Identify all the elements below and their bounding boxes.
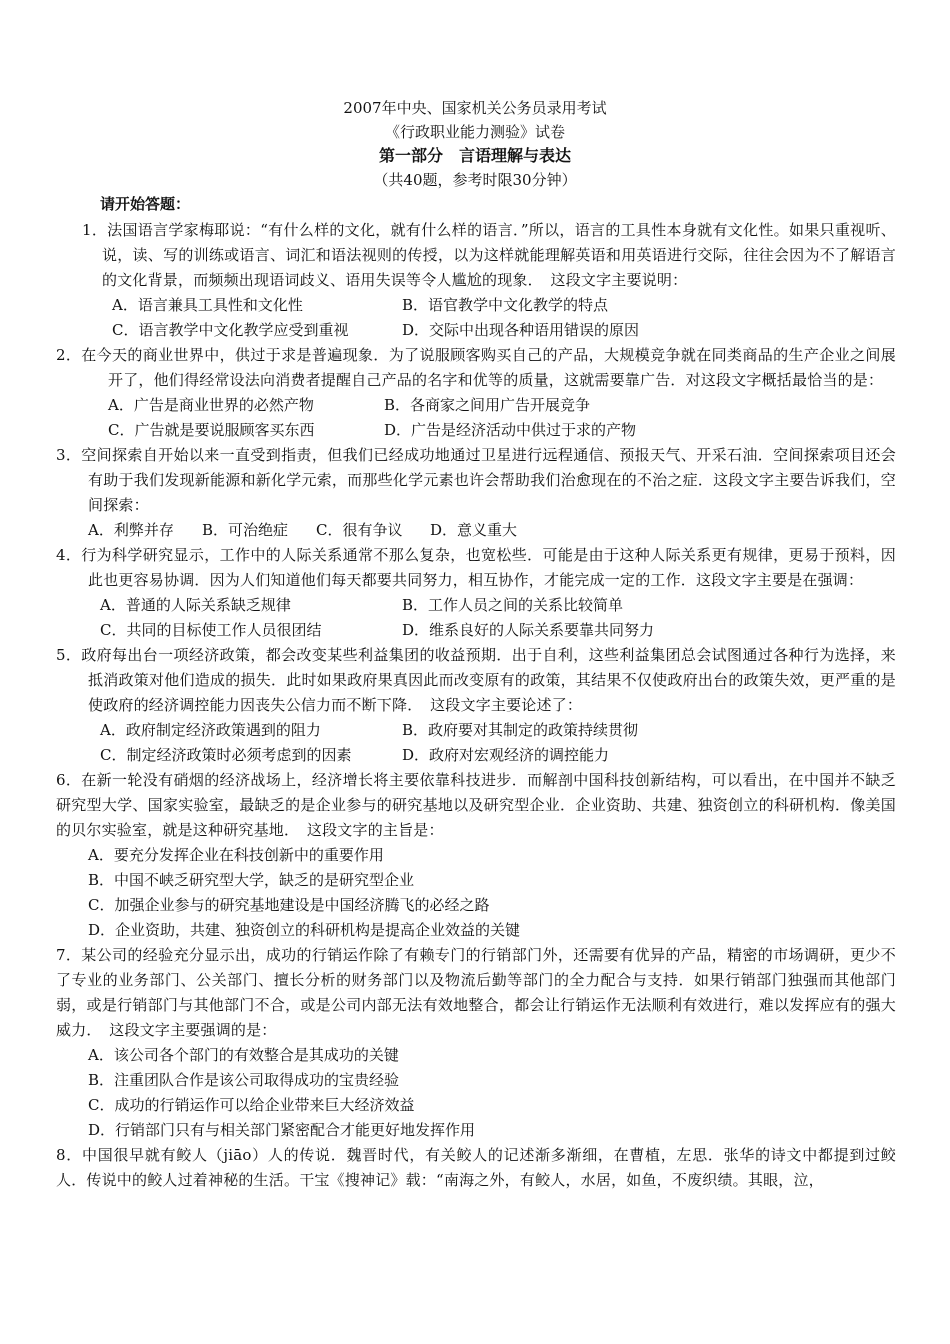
- options: [56, 843, 896, 943]
- question-stem: [56, 218, 896, 293]
- question-stem: [56, 343, 896, 393]
- question-text: 在新一轮没有硝烟的经济战场上，经济增长将主要依靠科技进步．而解剖中国科技创新结构，可以看出，在中国并不缺乏研究型大学、国家实验室，最缺乏的是企业参与的研究基地以及研究型企业．企业资助、共建、独资创立的科研机构．像美国的贝尔实验室，就是这种研究基地． 这段文字的主旨是：: [56, 771, 896, 839]
- question-number: 8．: [56, 1146, 82, 1164]
- option-c[interactable]: C．共同的目标使工作人员很团结: [100, 621, 322, 639]
- section-title: 第一部分 言语理解与表达: [378, 146, 571, 165]
- option-d[interactable]: D．维系良好的人际关系要靠共同努力: [402, 621, 655, 639]
- question-1: [56, 218, 896, 343]
- question-stem: [56, 768, 896, 843]
- question-5: [56, 643, 896, 768]
- question-number: 7．: [56, 946, 82, 964]
- question-text: 法国语言学家梅耶说：“有什么样的文化，就有什么样的语言．”所以，语言的工具性本身就有文化性。如果只重视听、说，读、写的训练或语言、词汇和语法视则的传授，以为这样就能理解英语和用英语进行交际，往往会因为不了解语言的文化背景，而频频出现语词歧义、语用失误等令人尴尬的现象． 这段文字主要说明：: [102, 221, 896, 289]
- question-number: 1．: [82, 221, 108, 239]
- option-d[interactable]: D．企业资助，共建、独资创立的科研机构是提高企业效益的关键: [88, 921, 521, 939]
- start-label: 请开始答题：: [100, 195, 191, 213]
- question-number: 3．: [56, 446, 82, 464]
- options: [56, 1043, 896, 1143]
- option-a[interactable]: A．利弊并存: [88, 521, 174, 539]
- option-c[interactable]: C．制定经济政策时必须考虑到的因素: [100, 746, 352, 764]
- option-b[interactable]: B．各商家之间用广告开展竞争: [384, 396, 591, 414]
- question-stem: [56, 943, 896, 1043]
- question-stem: [56, 443, 896, 518]
- options: [56, 593, 896, 643]
- question-8: [56, 1143, 896, 1193]
- question-number: 4．: [56, 546, 82, 564]
- question-number: 2．: [56, 346, 82, 364]
- options: [56, 293, 896, 343]
- option-c[interactable]: C．语言教学中文化教学应受到重视: [112, 321, 349, 339]
- section-note: （共40题，参考时限30分钟）: [373, 171, 577, 189]
- option-d[interactable]: D．广告是经济活动中供过于求的产物: [384, 421, 637, 439]
- question-stem: [56, 1143, 896, 1193]
- question-number: 5．: [56, 646, 82, 664]
- question-4: [56, 543, 896, 643]
- options: [56, 718, 896, 768]
- question-text: 中国很早就有鲛人（jiāo）人的传说．魏晋时代，有关鲛人的记述渐多渐细，在曹植，左思．张华的诗文中都提到过鲛人．传说中的鲛人过着神秘的生活。干宝《搜神记》载：“南海之外，有鲛人，水居，如鱼，不废织绩。其眼，泣，: [56, 1146, 896, 1189]
- question-text: 某公司的经验充分显示出，成功的行销运作除了有赖专门的行销部门外，还需要有优异的产品，精密的市场调研，更少不了专业的业务部门、公关部门、擅长分析的财务部门以及物流后勤等部门的全力配合与支持．如果行销部门独强而其他部门弱，或是行销部门与其他部门不合，或是公司内部无法有效地整合，都会让行销运作无法顺利有效进行，难以发挥应有的强大威力． 这段文字主要强调的是：: [56, 946, 896, 1039]
- option-b[interactable]: B．政府要对其制定的政策持续贯彻: [402, 721, 639, 739]
- question-text: 空间探索自开始以来一直受到指责，但我们已经成功地通过卫星进行远程通信、预报天气、开采石油．空间探索项目还会有助于我们发现新能源和新化学元索，而那些化学元素也许会帮助我们治愈现在的不治之症．这段文字主要告诉我们，空间探索：: [81, 446, 896, 514]
- question-3: [56, 443, 896, 543]
- option-a[interactable]: A．要充分发挥企业在科技创新中的重要作用: [88, 846, 384, 864]
- question-stem: [56, 543, 896, 593]
- question-2: [56, 343, 896, 443]
- question-7: [56, 943, 896, 1143]
- option-a[interactable]: A．广告是商业世界的必然产物: [108, 396, 314, 414]
- question-text: 行为科学研究显示，工作中的人际关系通常不那么复杂，也宽松些．可能是由于这种人际关系更有规律，更易于预料，因此也更容易协调．因为人们知道他们每天都要共同努力，相互协作，才能完成一定的工作．这段文字主要是在强调：: [81, 546, 896, 589]
- option-a[interactable]: A．该公司各个部门的有效整合是其成功的关键: [88, 1046, 399, 1064]
- options: [56, 393, 896, 443]
- exam-title: 2007年中央、国家机关公务员录用考试: [343, 99, 607, 117]
- option-b[interactable]: B．可治绝症: [202, 521, 289, 539]
- options: [56, 518, 896, 543]
- question-text: 在今天的商业世界中，供过于求是普遍现象．为了说服顾客购买自己的产品，大规模竞争就在同类商品的生产企业之间展开了，他们得经常设法向消费者提醒自己产品的名字和优等的质量，这就需要靠广告．对这段文字概括最恰当的是：: [81, 346, 896, 389]
- option-a[interactable]: A．政府制定经济政策遇到的阻力: [100, 721, 321, 739]
- option-a[interactable]: A．普通的人际关系缺乏规律: [100, 596, 291, 614]
- question-text: 政府每出台一项经济政策，都会改变某些利益集团的收益预期．出于自利，这些利益集团总会试图通过各种行为选择，来抵消政策对他们造成的损失．此时如果政府果真因此而改变原有的政策，其结果不仅使政府出台的政策失效，更严重的是使政府的经济调控能力因丧失公信力而不断下降． 这段文字主要论述了：: [81, 646, 896, 714]
- exam-header: [0, 96, 950, 192]
- question-list: [56, 218, 896, 1193]
- option-c[interactable]: C．很有争议: [316, 521, 403, 539]
- question-6: [56, 768, 896, 943]
- option-d[interactable]: D．意义重大: [430, 521, 518, 539]
- option-c[interactable]: C．加强企业参与的研究基地建设是中国经济腾飞的必经之路: [88, 896, 490, 914]
- exam-subtitle: 《行政职业能力测验》试卷: [384, 123, 565, 141]
- option-d[interactable]: D．政府对宏观经济的调控能力: [402, 746, 610, 764]
- question-number: 6．: [56, 771, 82, 789]
- option-b[interactable]: B．工作人员之间的关系比较简单: [402, 596, 624, 614]
- option-b[interactable]: B．中国不峡乏研究型大学，缺乏的是研究型企业: [88, 871, 415, 889]
- option-a[interactable]: A．语言兼具工具性和文化性: [112, 296, 303, 314]
- question-stem: [56, 643, 896, 718]
- option-c[interactable]: C．成功的行销运作可以给企业带来巨大经济效益: [88, 1096, 415, 1114]
- option-c[interactable]: C．广告就是要说服顾客买东西: [108, 421, 315, 439]
- option-b[interactable]: B．注重团队合作是该公司取得成功的宝贵经验: [88, 1071, 400, 1089]
- option-d[interactable]: D．交际中出现各种语用错误的原因: [402, 321, 640, 339]
- option-d[interactable]: D．行销部门只有与相关部门紧密配合才能更好地发挥作用: [88, 1121, 476, 1139]
- option-b[interactable]: B．语官教学中文化教学的特点: [402, 296, 609, 314]
